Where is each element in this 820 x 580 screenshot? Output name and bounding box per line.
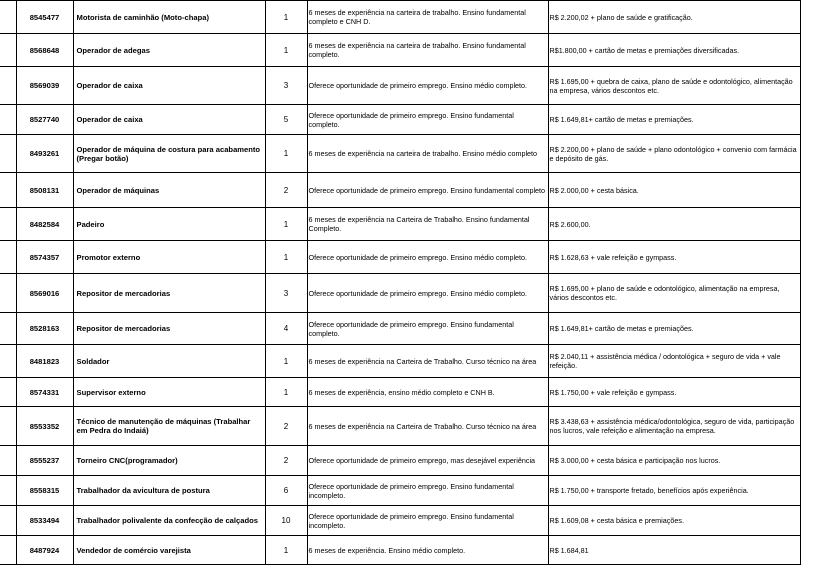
vacancy-count: 10 [265,506,307,536]
vacancy-code: 8481823 [16,345,73,378]
requirements: Oferece oportunidade de primeiro emprego. Ensino fundamental incompleto. [307,476,548,506]
row-margin-cell [0,313,16,345]
row-margin-cell [0,446,16,476]
row-margin-cell [0,506,16,536]
vacancy-code: 8487924 [16,536,73,565]
row-margin-cell [0,67,16,105]
vacancy-count: 3 [265,274,307,313]
table-row [0,446,800,476]
requirements: Oferece oportunidade de primeiro emprego. Ensino fundamental completo [307,173,548,208]
table-row [0,1,800,34]
job-title: Promotor externo [73,241,265,274]
vacancy-code: 8528163 [16,313,73,345]
job-title: Trabalhador da avicultura de postura [73,476,265,506]
vacancy-count: 2 [265,446,307,476]
vacancy-code: 8569039 [16,67,73,105]
table-row [0,34,800,67]
job-title: Operador de máquina de costura para acabamento (Pregar botão) [73,135,265,173]
requirements: Oferece oportunidade de primeiro emprego. Ensino médio completo. [307,67,548,105]
row-margin-cell [0,1,16,34]
vacancy-count: 1 [265,345,307,378]
table-row [0,506,800,536]
table-row [0,67,800,105]
job-title: Motorista de caminhão (Moto-chapa) [73,1,265,34]
vacancy-count: 1 [265,536,307,565]
vacancy-count: 1 [265,241,307,274]
job-title: Operador de caixa [73,105,265,135]
salary-benefits: R$ 1.695,00 + quebra de caixa, plano de saúde e odontológico, alimentação na empresa, vários descontos etc. [548,67,800,105]
vacancy-code: 8482584 [16,208,73,241]
requirements: 6 meses de experiência na carteira de trabalho. Ensino médio completo [307,135,548,173]
requirements: Oferece oportunidade de primeiro emprego. Ensino fundamental completo. [307,105,548,135]
requirements: 6 meses de experiência na Carteira de Trabalho. Curso técnico na área [307,407,548,446]
job-title: Padeiro [73,208,265,241]
vacancy-code: 8508131 [16,173,73,208]
job-title: Operador de caixa [73,67,265,105]
requirements: 6 meses de experiência na Carteira de Trabalho. Ensino fundamental Completo. [307,208,548,241]
salary-benefits: R$ 1.684,81 [548,536,800,565]
table-row [0,241,800,274]
table-row [0,345,800,378]
requirements: Oferece oportunidade de primeiro emprego, mas desejável experiência [307,446,548,476]
job-title: Soldador [73,345,265,378]
requirements: Oferece oportunidade de primeiro emprego. Ensino fundamental incompleto. [307,506,548,536]
vacancy-code: 8527740 [16,105,73,135]
row-margin-cell [0,34,16,67]
salary-benefits: R$ 2.040,11 + assistência médica / odontológica + seguro de vida + vale refeição. [548,345,800,378]
vacancy-code: 8568648 [16,34,73,67]
salary-benefits: R$1.800,00 + cartão de metas e premiações diversificadas. [548,34,800,67]
job-title: Operador de adegas [73,34,265,67]
row-margin-cell [0,536,16,565]
requirements: 6 meses de experiência na carteira de trabalho. Ensino fundamental completo. [307,34,548,67]
job-title: Repositor de mercadorias [73,274,265,313]
requirements: Oferece oportunidade de primeiro emprego. Ensino médio completo. [307,241,548,274]
vacancy-code: 8545477 [16,1,73,34]
salary-benefits: R$ 3.438,63 + assistência médica/odontológica, seguro de vida, participação nos lucros, vale refeição e alimentação na empresa. [548,407,800,446]
table-row [0,105,800,135]
vacancy-code: 8533494 [16,506,73,536]
row-margin-cell [0,208,16,241]
vacancy-code: 8555237 [16,446,73,476]
salary-benefits: R$ 2.200,02 + plano de saúde e gratificação. [548,1,800,34]
table-row [0,378,800,407]
requirements: 6 meses de experiência. Ensino médio completo. [307,536,548,565]
job-title: Torneiro CNC(programador) [73,446,265,476]
salary-benefits: R$ 1.649,81+ cartão de metas e premiações. [548,105,800,135]
requirements: 6 meses de experiência na carteira de trabalho. Ensino fundamental completo e CNH D. [307,1,548,34]
vacancy-code: 8574331 [16,378,73,407]
salary-benefits: R$ 1.628,63 + vale refeição e gympass. [548,241,800,274]
vacancy-count: 6 [265,476,307,506]
table-row [0,173,800,208]
vacancy-count: 1 [265,135,307,173]
job-title: Trabalhador polivalente da confecção de calçados [73,506,265,536]
vacancy-count: 4 [265,313,307,345]
requirements: 6 meses de experiência, ensino médio completo e CNH B. [307,378,548,407]
row-margin-cell [0,345,16,378]
table-row [0,476,800,506]
table-row [0,274,800,313]
row-margin-cell [0,241,16,274]
requirements: 6 meses de experiência na Carteira de Trabalho. Curso técnico na área [307,345,548,378]
vacancy-code: 8569016 [16,274,73,313]
salary-benefits: R$ 1.649,81+ cartão de metas e premiações. [548,313,800,345]
vacancy-count: 3 [265,67,307,105]
salary-benefits: R$ 1.609,08 + cesta básica e premiações. [548,506,800,536]
table-row [0,208,800,241]
row-margin-cell [0,407,16,446]
salary-benefits: R$ 1.750,00 + vale refeição e gympass. [548,378,800,407]
table-row [0,407,800,446]
row-margin-cell [0,105,16,135]
salary-benefits: R$ 1.695,00 + plano de saúde e odontológico, alimentação na empresa, vários descontos etc. [548,274,800,313]
vacancy-count: 1 [265,208,307,241]
table-row [0,313,800,345]
vacancy-count: 2 [265,173,307,208]
vacancy-code: 8558315 [16,476,73,506]
vacancy-count: 2 [265,407,307,446]
salary-benefits: R$ 2.200,00 + plano de saúde + plano odontológico + convenio com farmácia e depósito de gás. [548,135,800,173]
salary-benefits: R$ 2.600,00. [548,208,800,241]
row-margin-cell [0,378,16,407]
vacancy-count: 1 [265,1,307,34]
job-title: Supervisor externo [73,378,265,407]
salary-benefits: R$ 1.750,00 + transporte fretado, benefícios após experiência. [548,476,800,506]
job-title: Vendedor de comércio varejista [73,536,265,565]
vacancy-count: 1 [265,378,307,407]
requirements: Oferece oportunidade de primeiro emprego. Ensino médio completo. [307,274,548,313]
salary-benefits: R$ 2.000,00 + cesta básica. [548,173,800,208]
job-title: Operador de máquinas [73,173,265,208]
row-margin-cell [0,135,16,173]
table-row [0,536,800,565]
table-row [0,135,800,173]
vacancy-count: 1 [265,34,307,67]
row-margin-cell [0,173,16,208]
job-title: Repositor de mercadorias [73,313,265,345]
vacancy-code: 8574357 [16,241,73,274]
job-title: Técnico de manutenção de máquinas (Trabalhar em Pedra do Indaiá) [73,407,265,446]
vacancy-count: 5 [265,105,307,135]
row-margin-cell [0,274,16,313]
job-listings-body [0,1,800,565]
row-margin-cell [0,476,16,506]
vacancy-code: 8553352 [16,407,73,446]
vacancy-code: 8493261 [16,135,73,173]
salary-benefits: R$ 3.000,00 + cesta básica e participação nos lucros. [548,446,800,476]
requirements: Oferece oportunidade de primeiro emprego. Ensino fundamental completo. [307,313,548,345]
